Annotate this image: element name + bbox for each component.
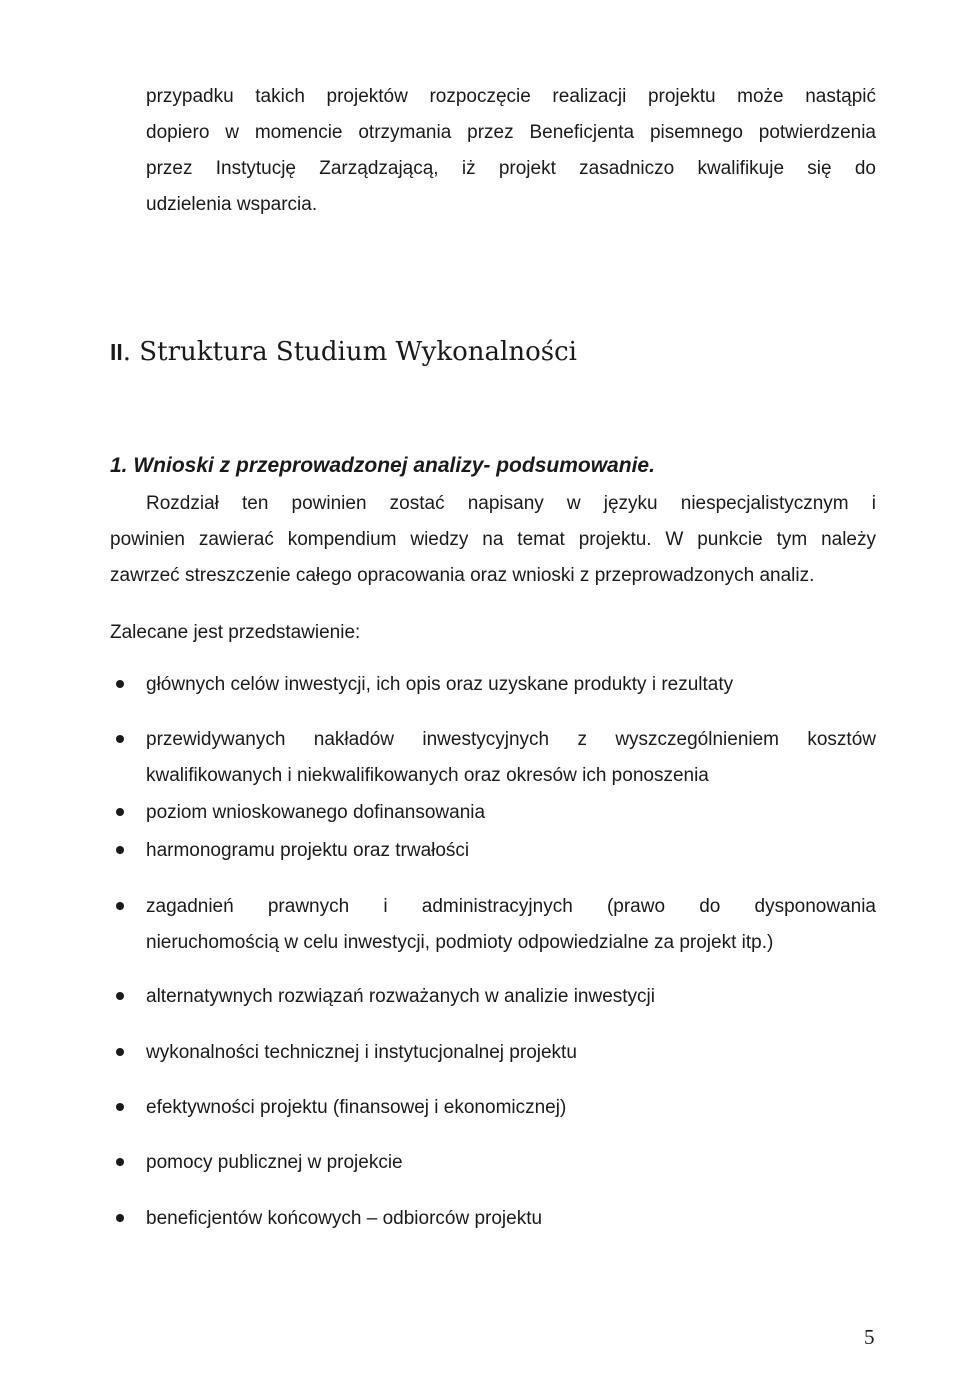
paragraph-line: powinien zawierać kompendium wiedzy na temat projektu. W punkcie tym należy: [110, 529, 876, 550]
list-item: beneficjentów końcowych – odbiorców projektu: [146, 1208, 543, 1229]
bullet-icon: [116, 735, 124, 743]
section-title: [110, 337, 577, 367]
bullet-icon: [116, 992, 124, 1000]
bullet-icon: [116, 680, 124, 688]
page-number: 5: [864, 1325, 875, 1349]
intro-line: przez Instytucję Zarządzającą, iż projekt zasadniczo kwalifikuje się do: [146, 158, 876, 179]
list-item-continuation: nieruchomością w celu inwestycji, podmioty odpowiedzialne za projekt itp.): [146, 932, 774, 953]
bullet-icon: [116, 1048, 124, 1056]
list-item: efektywności projektu (finansowej i ekonomicznej): [146, 1097, 567, 1118]
list-intro: Zalecane jest przedstawienie:: [110, 622, 361, 643]
subsection-heading: 1. Wnioski z przeprowadzonej analizy- podsumowanie.: [110, 454, 655, 477]
list-item: poziom wnioskowanego dofinansowania: [146, 802, 486, 823]
list-item: zagadnień prawnych i administracyjnych (prawo do dysponowania: [146, 896, 876, 917]
list-item: przewidywanych nakładów inwestycyjnych z wyszczególnieniem kosztów: [146, 729, 876, 750]
bullet-icon: [116, 846, 124, 854]
list-item-continuation: kwalifikowanych i niekwalifikowanych oraz okresów ich ponoszenia: [146, 765, 709, 786]
bullet-icon: [116, 1214, 124, 1222]
list-item: wykonalności technicznej i instytucjonalnej projektu: [146, 1042, 577, 1063]
intro-line: dopiero w momencie otrzymania przez Beneficjenta pisemnego potwierdzenia: [146, 122, 876, 143]
bullet-icon: [116, 1158, 124, 1166]
bullet-icon: [116, 808, 124, 816]
paragraph-line: zawrzeć streszczenie całego opracowania oraz wnioski z przeprowadzonych analiz.: [110, 565, 815, 586]
bullet-icon: [116, 1103, 124, 1111]
intro-line: przypadku takich projektów rozpoczęcie realizacji projektu może nastąpić: [146, 86, 876, 107]
section-number: II: [110, 339, 123, 365]
list-item: alternatywnych rozwiązań rozważanych w analizie inwestycji: [146, 986, 655, 1007]
paragraph-line: Rozdział ten powinien zostać napisany w języku niespecjalistycznym i: [146, 493, 876, 514]
bullet-icon: [116, 902, 124, 910]
list-item: głównych celów inwestycji, ich opis oraz uzyskane produkty i rezultaty: [146, 674, 734, 695]
intro-line: udzielenia wsparcia.: [146, 194, 318, 215]
list-item: pomocy publicznej w projekcie: [146, 1152, 403, 1173]
list-item: harmonogramu projektu oraz trwałości: [146, 840, 470, 861]
section-title-text: . Struktura Studium Wykonalności: [122, 337, 577, 367]
